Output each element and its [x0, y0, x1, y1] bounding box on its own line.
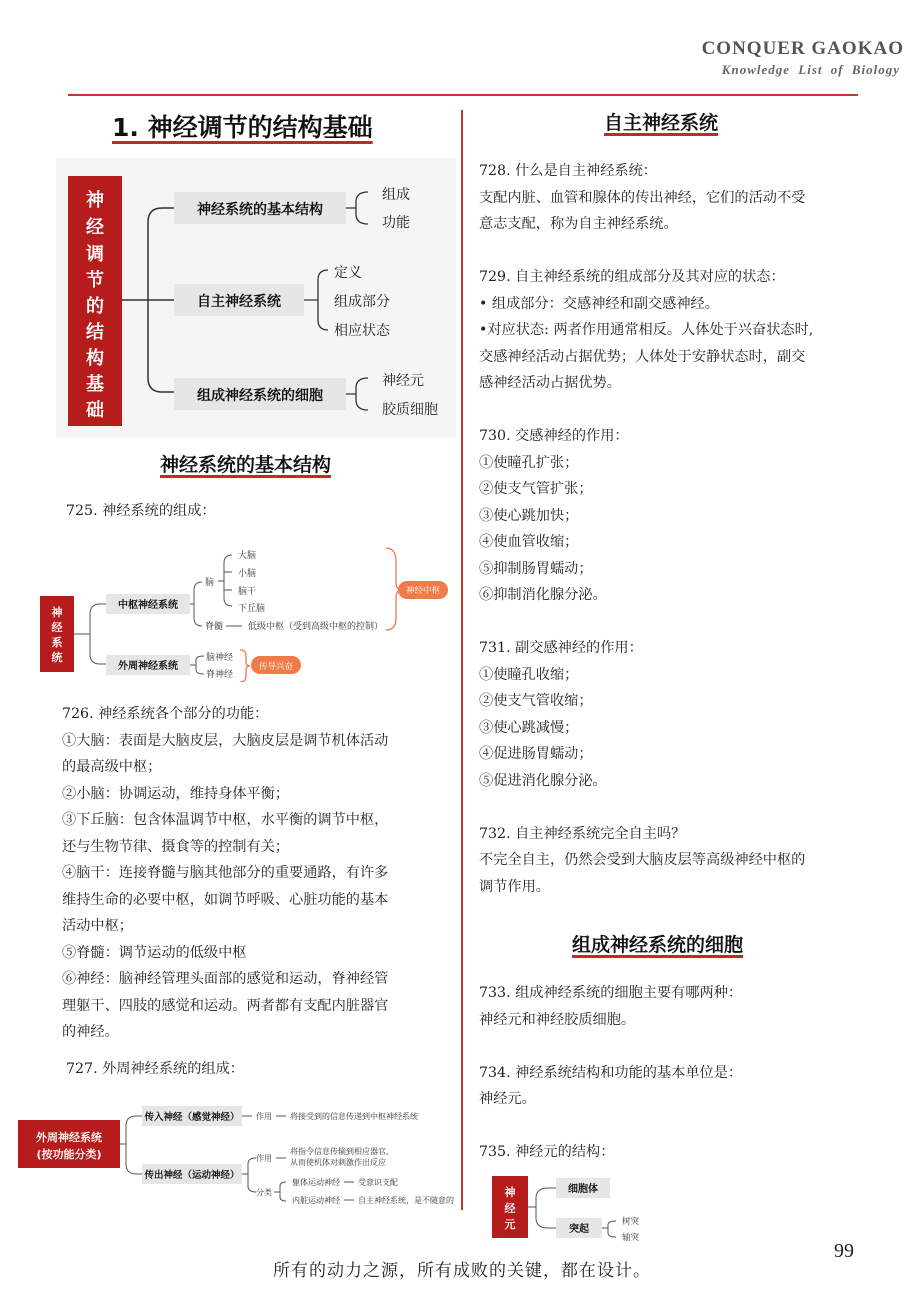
- mindmap-branch-label: 自主神经系统: [197, 294, 281, 310]
- right-qa-block-b: [479, 980, 742, 1166]
- text-line: [479, 1033, 742, 1060]
- text-line: ③下丘脑：包含体温调节中枢，水平衡的调节中枢，: [62, 812, 389, 828]
- mindmap-leaf: 组成: [382, 187, 410, 203]
- subheading-autonomic: 自主神经系统: [604, 112, 719, 134]
- mindmap-root-char: 构: [86, 348, 104, 369]
- text-line: 的最高级中枢；: [62, 759, 162, 775]
- process-part: 轴突: [622, 1233, 640, 1242]
- mindmap-diagram: [56, 158, 456, 438]
- visceral-label: 内脏运动神经: [292, 1196, 340, 1205]
- text-line: ⑥抑制消化腺分泌。: [479, 587, 607, 603]
- d735-root-char: 元: [504, 1218, 516, 1231]
- text-line: [479, 238, 813, 265]
- text-line: 维持生命的必要中枢，如调节呼吸、心脏功能的基本: [62, 891, 389, 908]
- text-line: 不完全自主，仍然会受到大脑皮层等高级神经中枢的: [479, 852, 806, 868]
- text-line: 还与生物节律、摄食等的控制有关；: [62, 838, 290, 855]
- d725-root-char: 神: [51, 606, 63, 619]
- peripheral-nervous-diagram: [18, 1098, 458, 1216]
- mindmap-branch-label: 组成神经系统的细胞: [197, 388, 323, 404]
- text-line: 726. 神经系统各个部分的功能：: [62, 706, 269, 722]
- page-number: 99: [834, 1240, 854, 1262]
- d727-root: 外周神经系统: [36, 1131, 102, 1144]
- process-part: 树突: [622, 1217, 640, 1227]
- text-line: ⑤促进消化腺分泌。: [479, 772, 607, 789]
- peripheral-nervous-label: 外周神经系统: [118, 661, 178, 672]
- question-727: 727. 外周神经系统的组成：: [66, 1061, 244, 1077]
- text-line: ④使血管收缩；: [479, 534, 579, 550]
- text-line: ⑤脊髓：调节运动的低级中枢: [62, 944, 247, 961]
- section-title: 1. 神经调节的结构基础: [112, 113, 373, 142]
- brain-part: 小脑: [238, 569, 257, 579]
- efferent-role: 从而使机体对刺激作出反应: [290, 1158, 386, 1167]
- text-line: ①大脑：表面是大脑皮层，大脑皮层是调节机体活动: [62, 732, 389, 749]
- text-line: 730. 交感神经的作用：: [479, 428, 629, 444]
- header-rule: [68, 94, 858, 96]
- afferent-label: 传入神经（感觉神经）: [144, 1112, 240, 1123]
- mindmap-leaf: 胶质细胞: [382, 402, 438, 418]
- somatic-note: 受意识支配: [358, 1178, 398, 1187]
- nerve-label: 脊神经: [206, 670, 234, 680]
- text-line: 活动中枢；: [62, 918, 133, 934]
- text-line: 支配内脏、血管和腺体的传出神经，它们的活动不受: [479, 189, 806, 206]
- mindmap-root-char: 经: [86, 217, 104, 238]
- cell-body-label: 细胞体: [568, 1184, 598, 1195]
- mindmap-leaf: 神经元: [382, 373, 424, 389]
- mindmap-leaf: 定义: [334, 265, 362, 281]
- text-line: ④脑干：连接脊髓与脑其他部分的重要通路，有许多: [62, 865, 389, 881]
- subheading-basic-structure: 神经系统的基本结构: [160, 454, 332, 476]
- center-badge: 神经中枢: [405, 586, 441, 596]
- text-line: 神经元。: [479, 1091, 536, 1107]
- mindmap-root-char: 神: [86, 190, 104, 211]
- text-line: [479, 609, 813, 636]
- text-line: 意志支配，称为自主神经系统。: [479, 216, 678, 232]
- text-line: ②小脑：协调运动，维持身体平衡；: [62, 785, 290, 802]
- role-label: 作用: [256, 1154, 272, 1163]
- brain-part: 脑干: [238, 587, 257, 597]
- conduct-badge: 传导兴奋: [258, 662, 294, 672]
- text-line: [479, 397, 813, 424]
- text-line: 732. 自主神经系统完全自主吗？: [479, 825, 686, 842]
- efferent-label: 传出神经（运动神经）: [144, 1170, 240, 1181]
- afferent-role: 将接受到的信息传递到中枢神经系统: [290, 1112, 418, 1121]
- header-title: CONQUER GAOKAO: [701, 38, 904, 59]
- mindmap-branch-label: 神经系统的基本结构: [197, 202, 323, 218]
- mindmap-root-char: 础: [86, 400, 104, 421]
- text-line: ②使支气管扩张；: [479, 481, 593, 497]
- text-line: 调节作用。: [479, 878, 550, 895]
- subheading-cells: 组成神经系统的细胞: [572, 934, 744, 956]
- d735-root-char: 经: [504, 1202, 516, 1215]
- text-line: 733. 组成神经系统的细胞主要有哪两种：: [479, 985, 743, 1001]
- classify-label: 分类: [256, 1188, 272, 1197]
- text-line: ⑤抑制肠胃蠕动；: [479, 560, 593, 577]
- brain-label: 脑: [205, 578, 215, 588]
- text-line: ④促进肠胃蠕动；: [479, 746, 593, 762]
- brain-part: 下丘脑: [238, 604, 266, 614]
- text-line: 理躯干、四肢的感觉和运动。两者都有支配内脏器官: [62, 997, 389, 1014]
- mindmap-leaf: 功能: [382, 215, 410, 231]
- text-line: ③使心跳加快；: [479, 507, 579, 524]
- mindmap-root-char: 结: [86, 322, 104, 343]
- text-line: [479, 1113, 742, 1140]
- nervous-system-diagram: [40, 542, 460, 682]
- column-divider: [461, 110, 463, 1210]
- d725-root-char: 统: [51, 651, 63, 664]
- neuron-structure-diagram: [492, 1176, 662, 1242]
- visceral-note: 自主神经系统，是不随意的: [358, 1196, 454, 1205]
- text-line: 734. 神经系统结构和功能的基本单位是：: [479, 1064, 743, 1081]
- spinal-label: 脊髓: [205, 622, 224, 632]
- text-line: 728. 什么是自主神经系统：: [479, 163, 657, 179]
- text-line: ③使心跳减慢；: [479, 719, 579, 736]
- text-line: ⑥神经：脑神经管理头面部的感觉和运动，脊神经管: [62, 971, 389, 987]
- process-label: 突起: [569, 1224, 589, 1235]
- text-line: • 组成部分：交感神经和副交感神经。: [479, 295, 719, 312]
- text-line: ①使瞳孔收缩；: [479, 666, 579, 683]
- text-line: •对应状态: 两者作用通常相反。人体处于兴奋状态时,: [479, 322, 814, 338]
- somatic-label: 躯体运动神经: [292, 1178, 340, 1187]
- text-line: 735. 神经元的结构：: [479, 1144, 615, 1160]
- brain-part: 大脑: [238, 551, 257, 561]
- mindmap-root-char: 调: [86, 244, 104, 265]
- text-line: 感神经活动占据优势。: [479, 375, 621, 391]
- mindmap-root-char: 基: [86, 374, 104, 395]
- text-line: [479, 794, 813, 821]
- spinal-note: 低级中枢（受到高级中枢的控制）: [248, 622, 384, 632]
- mindmap-root-char: 节: [86, 270, 104, 291]
- header-subtitle: Knowledge List of Biology: [721, 62, 900, 77]
- text-line: 729. 自主神经系统的组成部分及其对应的状态：: [479, 269, 785, 285]
- mindmap-root-label: [86, 189, 104, 421]
- central-nervous-label: 中枢神经系统: [118, 600, 178, 611]
- mindmap-root-char: 的: [86, 296, 104, 317]
- question-725: 725. 神经系统的组成：: [66, 503, 216, 519]
- mindmap-leaf: 组成部分: [334, 294, 390, 310]
- text-line: 731. 副交感神经的作用：: [479, 640, 643, 656]
- mindmap-leaf: 相应状态: [334, 323, 390, 339]
- nerve-label: 脑神经: [206, 653, 234, 663]
- text-line: ①使瞳孔扩张；: [479, 454, 579, 471]
- text-line: ②使支气管收缩；: [479, 693, 593, 709]
- text-line: 交感神经活动占据优势；人体处于安静状态时，副交: [479, 348, 806, 365]
- role-label: 作用: [256, 1112, 272, 1121]
- text-line: 的神经。: [62, 1024, 119, 1040]
- d725-root-char: 经: [51, 621, 63, 634]
- d735-root-char: 神: [504, 1186, 516, 1199]
- right-qa-block-a: [479, 158, 813, 900]
- d727-root-sub: (按功能分类): [36, 1148, 102, 1161]
- footer-quote: 所有的动力之源，所有成败的关键，都在设计。: [273, 1261, 651, 1281]
- d725-root-char: 系: [51, 636, 63, 649]
- question-726: [62, 701, 388, 1046]
- text-line: 神经元和神经胶质细胞。: [479, 1011, 636, 1028]
- efferent-role: 将指令信息传输到相应器官,: [290, 1147, 389, 1156]
